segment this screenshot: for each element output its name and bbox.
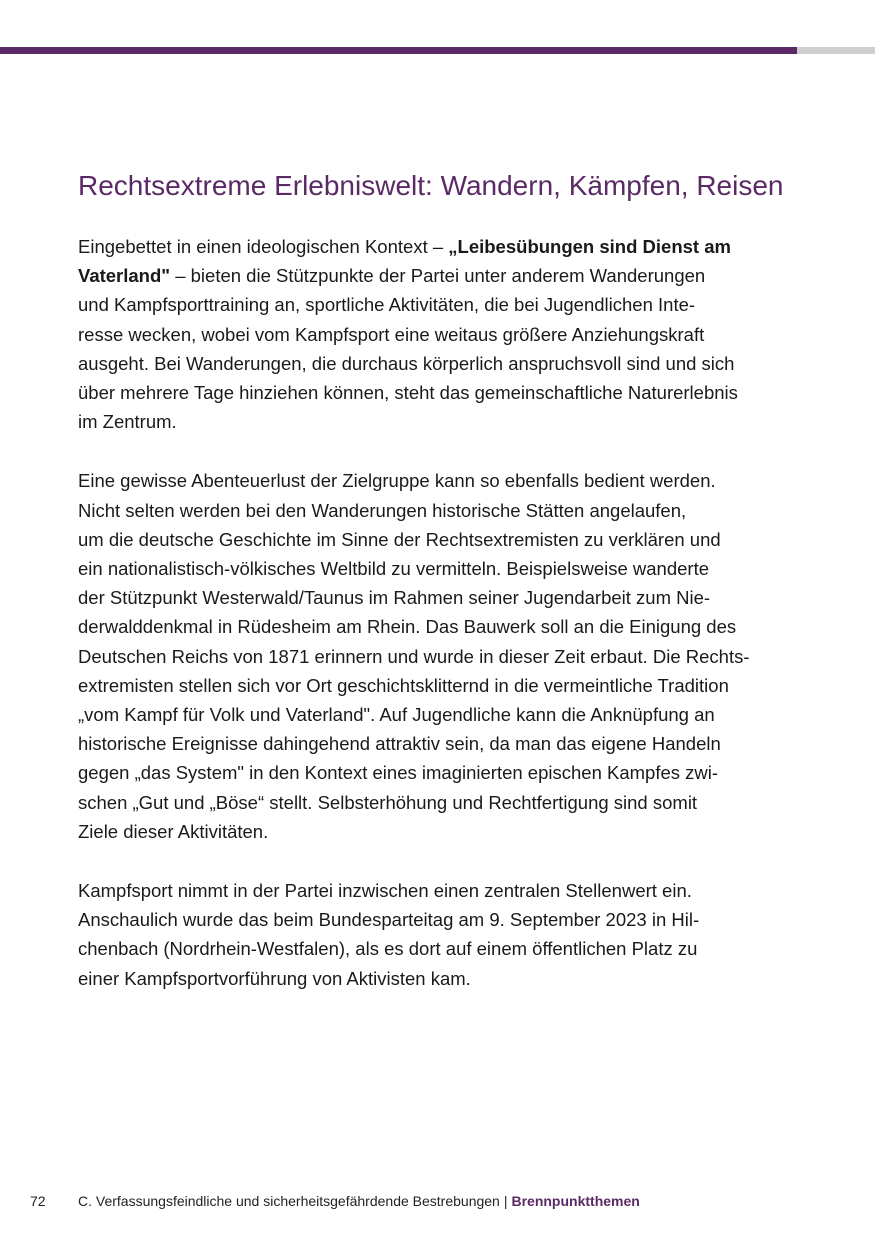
footer-separator: | <box>503 1193 508 1209</box>
footer-section: C. Verfassungsfeindliche und sicherheitsgefährdende Bestrebungen <box>78 1193 500 1209</box>
text-run: Ziele dieser Aktivitäten. <box>78 820 269 842</box>
text-run: Nicht selten werden bei den Wanderungen historische Stätten angelaufen, <box>78 499 687 521</box>
text-line <box>78 583 798 612</box>
text-line <box>78 964 798 993</box>
text-run: im Zentrum. <box>78 411 177 433</box>
text-run: chenbach (Nordrhein-Westfalen), als es dort auf einem öffentlichen Platz zu <box>78 938 698 960</box>
page-number: 72 <box>30 1193 46 1209</box>
text-run: Eingebettet in einen ideologischen Kontext – <box>78 236 449 257</box>
text-run: der Stützpunkt Westerwald/Taunus im Rahmen seiner Jugendarbeit zum Nie- <box>78 587 711 609</box>
text-line <box>78 671 798 700</box>
body-text <box>78 232 798 993</box>
text-line <box>78 261 798 290</box>
text-run: schen „Gut und „Böse“ stellt. Selbsterhöhung und Rechtfertigung sind somit <box>78 791 698 813</box>
text-run: resse wecken, wobei vom Kampfsport eine weitaus größere Anziehungskraft <box>78 323 705 345</box>
text-line <box>78 876 798 905</box>
text-run: über mehrere Tage hinziehen können, steht das gemeinschaftliche Naturerlebnis <box>78 382 738 404</box>
text-run: Kampfsport nimmt in der Partei inzwischen einen zentralen Stellenwert ein. <box>78 880 692 902</box>
text-line <box>78 232 798 261</box>
text-run: „vom Kampf für Volk und Vaterland". Auf Jugendliche kann die Anknüpfung an <box>78 704 715 726</box>
text-line <box>78 496 798 525</box>
text-run: historische Ereignisse dahingehend attraktiv sein, da man das eigene Handeln <box>78 733 721 755</box>
text-line <box>78 758 798 787</box>
bold-quote: „Leibesübungen sind Dienst am <box>448 236 731 257</box>
top-rule-accent <box>0 47 797 54</box>
text-run: ausgeht. Bei Wanderungen, die durchaus körperlich anspruchsvoll sind und sich <box>78 352 735 374</box>
text-run: Anschaulich wurde das beim Bundesparteitag am 9. September 2023 in Hil- <box>78 909 700 931</box>
page-title: Rechtsextreme Erlebniswelt: Wandern, Kämpfen, Reisen <box>78 170 784 201</box>
text-run: gegen „das System" in den Kontext eines imaginierten epischen Kampfes zwi- <box>78 762 719 784</box>
paragraph <box>78 466 798 846</box>
text-line <box>78 612 798 641</box>
text-line <box>78 320 798 349</box>
paragraph <box>78 232 798 436</box>
text-run: Deutschen Reichs von 1871 erinnern und wurde in dieser Zeit erbaut. Die Rechts- <box>78 645 750 667</box>
text-run: ein nationalistisch-völkisches Weltbild zu vermitteln. Beispielsweise wanderte <box>78 558 709 580</box>
text-line <box>78 788 798 817</box>
text-line <box>78 700 798 729</box>
text-line <box>78 407 798 436</box>
footer-running-head <box>78 1189 640 1213</box>
footer-topic: Brennpunktthemen <box>511 1193 640 1209</box>
text-run: derwalddenkmal in Rüdesheim am Rhein. Das Bauwerk soll an die Einigung des <box>78 616 737 638</box>
text-line <box>78 642 798 671</box>
text-line <box>78 905 798 934</box>
text-line <box>78 934 798 963</box>
text-run: um die deutsche Geschichte im Sinne der Rechtsextremisten zu verklären und <box>78 528 721 550</box>
top-rule <box>0 47 875 54</box>
text-line <box>78 290 798 319</box>
text-run: extremisten stellen sich vor Ort geschichtsklitternd in die vermeintliche Tradition <box>78 674 729 696</box>
top-rule-gray <box>797 47 875 54</box>
text-line <box>78 554 798 583</box>
text-line <box>78 817 798 846</box>
text-line <box>78 729 798 758</box>
bold-quote: Vaterland" <box>78 265 171 287</box>
text-run: – bieten die Stützpunkte der Partei unter anderem Wanderungen <box>170 265 706 287</box>
page-footer <box>0 1189 875 1213</box>
text-run: und Kampfsporttraining an, sportliche Aktivitäten, die bei Jugendlichen Inte- <box>78 294 696 316</box>
text-line <box>78 466 798 495</box>
text-line <box>78 349 798 378</box>
text-line <box>78 378 798 407</box>
text-run: einer Kampfsportvorführung von Aktivisten kam. <box>78 967 471 989</box>
paragraph <box>78 876 798 993</box>
text-line <box>78 525 798 554</box>
text-run: Eine gewisse Abenteuerlust der Zielgruppe kann so ebenfalls bedient werden. <box>78 470 716 492</box>
